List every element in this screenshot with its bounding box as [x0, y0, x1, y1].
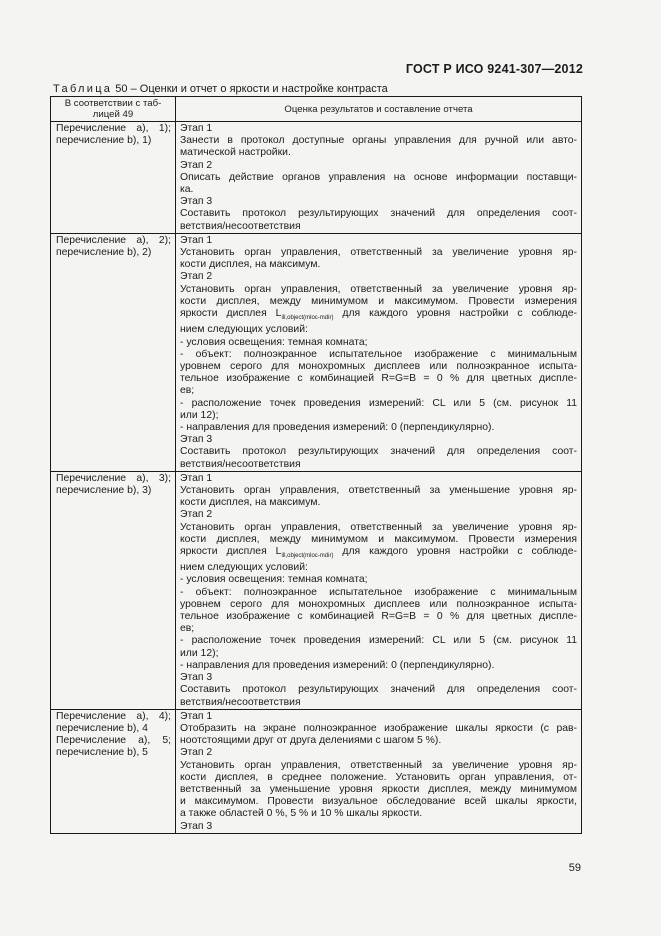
evaluation-line: - объект: полноэкранное испытательное изображение с минимальным [180, 348, 577, 360]
evaluation-line: нием следующих условий: [180, 562, 308, 574]
page-number: 59 [568, 862, 581, 874]
reference-cell [51, 122, 176, 234]
evaluation-cell [176, 709, 582, 833]
evaluation-line: кости дисплея, на максимум. [180, 259, 321, 271]
evaluation-line: тельное изображение с комбинацией R=G=B = 0 % для цветных диспле- [180, 373, 577, 385]
evaluation-line: кости дисплея, на максимум. [180, 497, 321, 509]
table-row [51, 471, 582, 709]
evaluation-line: - условия освещения: темная комната; [180, 574, 368, 586]
evaluation-line: матической настройки. [180, 147, 291, 159]
table-caption [53, 83, 388, 95]
evaluation-line: ветствия/несоответствия [180, 458, 301, 470]
evaluation-line: Этап 2 [180, 159, 213, 171]
luminance-subscript: ill,object(mloc-mdir) [281, 315, 334, 322]
reference-line: Перечисление а), 3); [56, 472, 171, 484]
table-body [51, 122, 582, 834]
evaluation-line [180, 546, 577, 562]
evaluation-line: Этап 1 [180, 234, 213, 246]
evaluation-line: ветствия/несоответствия [180, 696, 301, 708]
evaluation-line: или 12); [180, 647, 219, 659]
evaluation-line: Этап 2 [180, 271, 213, 283]
reference-cell [51, 709, 176, 833]
evaluation-line: нием следующих условий: [180, 324, 308, 336]
evaluation-line: Этап 1 [180, 472, 213, 484]
column-header-reference-line: лицей 49 [92, 109, 134, 120]
table-row [51, 233, 582, 471]
evaluation-line: ветственный за уменьшение уровня яркости дисплея, между минимумом [180, 783, 577, 795]
evaluation-line: кости дисплея, между минимумом и максимумом. Провести измерения [180, 295, 577, 307]
evaluation-line: ноотстоящими друг от друга делениями с шагом 5 %). [180, 735, 442, 747]
reference-line: Перечисление а), 1); [56, 123, 171, 134]
evaluation-line-text: яркости дисплея L [180, 545, 282, 557]
evaluation-line: - условия освещения: темная комната; [180, 336, 368, 348]
evaluation-line: Этап 1 [180, 123, 213, 134]
evaluation-line: уровнем серого для монохромных дисплеев или полноэкранное испыта- [180, 360, 577, 372]
luminance-subscript: ill,object(mloc-mdir) [281, 553, 334, 560]
evaluation-line: кости дисплея, в среднее положение. Установить орган управления, от- [180, 771, 577, 783]
evaluation-line: уровнем серого для монохромных дисплеев или полноэкранное испыта- [180, 598, 577, 610]
table-row [51, 122, 582, 234]
column-header-reference [51, 97, 176, 122]
column-header-evaluation: Оценка результатов и составление отчета [176, 97, 582, 122]
evaluation-line [180, 308, 577, 324]
evaluation-line: - объект: полноэкранное испытательное изображение с минимальным [180, 586, 577, 598]
evaluation-line-text: яркости дисплея L [180, 308, 282, 320]
evaluation-cell [176, 122, 582, 234]
evaluation-line: ветствия/несоответствия [180, 220, 301, 232]
evaluation-line: Этап 1 [180, 710, 213, 722]
column-header-reference-line: В соответствии с таб- [64, 98, 162, 109]
evaluation-line: кости дисплея, между минимумом и максимумом. Провести измерения [180, 533, 577, 545]
evaluation-line: Установить орган управления, ответственный за увеличение уровня яр- [180, 521, 577, 533]
reference-line: перечисление b), 5 [56, 747, 148, 759]
evaluation-line: ка. [180, 184, 194, 196]
evaluation-line: Составить протокол результирующих значений для определения соот- [180, 684, 577, 696]
reference-line: перечисление b), 4 [56, 722, 148, 734]
reference-line: перечисление b), 1) [56, 135, 152, 147]
evaluation-line: Этап 2 [180, 509, 213, 521]
evaluation-table [50, 96, 582, 834]
evaluation-line: Этап 3 [180, 820, 213, 832]
evaluation-line: Установить орган управления, ответственный за увеличение уровня яр- [180, 283, 577, 295]
reference-cell [51, 233, 176, 471]
evaluation-line: - расположение точек проведения измерений: CL или 5 (см. рисунок 11 [180, 397, 577, 409]
reference-line: перечисление b), 3) [56, 484, 152, 496]
evaluation-line: ев; [180, 385, 195, 397]
evaluation-line: Этап 3 [180, 434, 213, 446]
evaluation-line: Составить протокол результирующих значений для определения соот- [180, 208, 577, 220]
reference-cell [51, 471, 176, 709]
evaluation-line: Установить орган управления, ответственный за увеличение уровня яр- [180, 247, 577, 259]
evaluation-line: Установить орган управления, ответственный за уменьшение уровня яр- [180, 484, 577, 496]
evaluation-line: - направления для проведения измерений: 0 (перпендикулярно). [180, 421, 495, 433]
reference-line: Перечисление а), 5; [56, 735, 171, 747]
evaluation-line: - направления для проведения измерений: 0 (перпендикулярно). [180, 659, 495, 671]
evaluation-line: Этап 3 [180, 672, 213, 684]
evaluation-line: Этап 3 [180, 196, 213, 208]
evaluation-line: тельное изображение с комбинацией R=G=B = 0 % для цветных диспле- [180, 611, 577, 623]
evaluation-line: или 12); [180, 409, 219, 421]
reference-line: перечисление b), 2) [56, 247, 152, 259]
evaluation-cell [176, 471, 582, 709]
evaluation-line: Отобразить на экране полноэкранное изображение шкалы яркости (с рав- [180, 722, 577, 734]
table-row [51, 709, 582, 833]
table-caption-text: 50 – Оценки и отчет о яркости и настройке контраста [115, 83, 388, 95]
evaluation-line: Установить орган управления, ответственный за увеличение уровня яр- [180, 759, 577, 771]
evaluation-line: ев; [180, 623, 195, 635]
evaluation-line: - расположение точек проведения измерений: CL или 5 (см. рисунок 11 [180, 635, 577, 647]
evaluation-line: Описать действие органов управления на основе информации поставщи- [180, 171, 577, 183]
evaluation-line: а также областей 0 %, 5 % и 10 % шкалы яркости. [180, 808, 423, 820]
evaluation-cell [176, 233, 582, 471]
evaluation-line: Этап 2 [180, 747, 213, 759]
table-header-row [51, 97, 582, 122]
evaluation-line: и максимумом. Провести визуальное обследование всей шкалы яркости, [180, 796, 577, 808]
table-caption-label: Таблица [53, 83, 113, 95]
reference-line: Перечисление а), 2); [56, 234, 171, 246]
evaluation-line: Составить протокол результирующих значений для определения соот- [180, 446, 577, 458]
reference-line: Перечисление а), 4); [56, 710, 171, 722]
evaluation-line-text: для каждого уровня настройки с соблюде- [333, 308, 577, 320]
evaluation-line: Занести в протокол доступные органы управления для ручной или авто- [180, 135, 577, 147]
evaluation-line-text: для каждого уровня настройки с соблюде- [333, 545, 577, 557]
standard-header: ГОСТ Р ИСО 9241-307—2012 [405, 62, 583, 76]
